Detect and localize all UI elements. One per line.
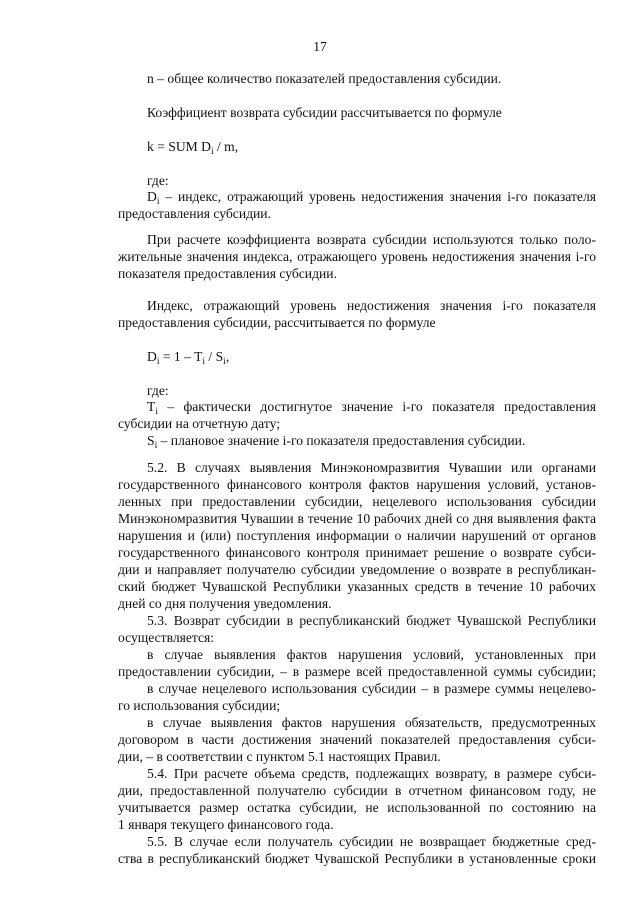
text-line: в случае выявления фактов нарушения обязательств, предусмотренных (147, 715, 596, 730)
text-line: 5.2. В случаях выявления Минэкономразвития Чувашии или органами (147, 460, 596, 475)
text-line: предоставления субсидии. (118, 206, 271, 221)
text-line: государственного финансового контроля фактов нарушения условий, установ- (118, 477, 596, 492)
text-line: нарушения и (или) поступления информации о наличии нарушений от органов (118, 528, 596, 543)
text-line: 5.4. При расчете объема средств, подлежащих возврату, в размере субси- (147, 766, 596, 781)
text-line: 1 января текущего финансового года. (118, 817, 334, 832)
text-line: При расчете коэффициента возврата субсидии используются только поло- (147, 232, 596, 247)
text-line: 5.3. Возврат субсидии в республиканский бюджет Чувашской Республики (147, 613, 596, 628)
text-line: предоставления субсидии, рассчитывается по формуле (118, 315, 436, 330)
text-line: дии, – в соответствии с пунктом 5.1 настоящих Правил. (118, 749, 441, 764)
text-line: $T_i$ – фактически достигнутое значение i-го показателя предоставления (147, 399, 597, 417)
text-line: ства в республиканский бюджет Чувашской Республики в установленные сроки (118, 851, 596, 866)
formula-d: $D_i = 1 - T_i / S_i$, (147, 349, 230, 367)
text-line: го использования субсидии; (118, 698, 281, 713)
formula-k: k = SUM $D_i$ / m, (147, 139, 239, 157)
text-line: Коэффициент возврата субсидии рассчитывается по формуле (147, 105, 502, 120)
text-line: где: (147, 383, 169, 398)
text-line: договором в части достижения значений показателей предоставления субси- (118, 732, 596, 747)
text-line: дии и направляет получателю субсидии уведомление о возврате в республикан- (118, 562, 596, 577)
text-line: осуществляется: (118, 630, 215, 645)
text-line: дии, предоставленной получателю субсидии в отчетном финансовом году, не (118, 783, 596, 798)
text-line: $D_i$ – индекс, отражающий уровень недостижения значения i-го показателя (147, 189, 596, 207)
text-line: ленных при предоставлении субсидии, нецелевого использования субсидии (118, 494, 596, 509)
text-line: где: (147, 173, 169, 188)
text-line: $S_i$ – плановое значение i-го показателя предоставления субсидии. (147, 433, 526, 451)
text-line: ский бюджет Чувашской Республики указанных средств в течение 10 рабочих (118, 579, 596, 594)
text-line: 5.5. В случае если получатель субсидии не возвращает бюджетные сред- (147, 834, 596, 849)
text-line: Индекс, отражающий уровень недостижения значения i-го показателя (147, 298, 596, 313)
text-line: субсидии на отчетную дату; (118, 416, 281, 431)
text-line: жительные значения индекса, отражающего уровень недостижения значения i-го (118, 249, 596, 264)
text-line: в случае выявления фактов нарушения условий, установленных при (147, 647, 596, 662)
text-line: показателя предоставления субсидии. (118, 266, 337, 281)
text-line: дней со дня получения уведомления. (118, 596, 332, 611)
text-line: n – общее количество показателей предоставления субсидии. (147, 71, 502, 86)
text-line: учитывается размер остатка субсидии, не использованной по состоянию на (118, 800, 596, 815)
text-line: в случае нецелевого использования субсидии – в размере суммы нецелево- (147, 681, 596, 696)
text-line: Минэкономразвития Чувашии в течение 10 рабочих дней со дня выявления факта (118, 511, 596, 526)
text-line: предоставлении субсидии, – в размере всей предоставленной суммы субсидии; (118, 664, 596, 679)
page-number: 17 (313, 39, 327, 54)
text-line: государственного финансового контроля принимает решение о возврате субси- (118, 545, 596, 560)
